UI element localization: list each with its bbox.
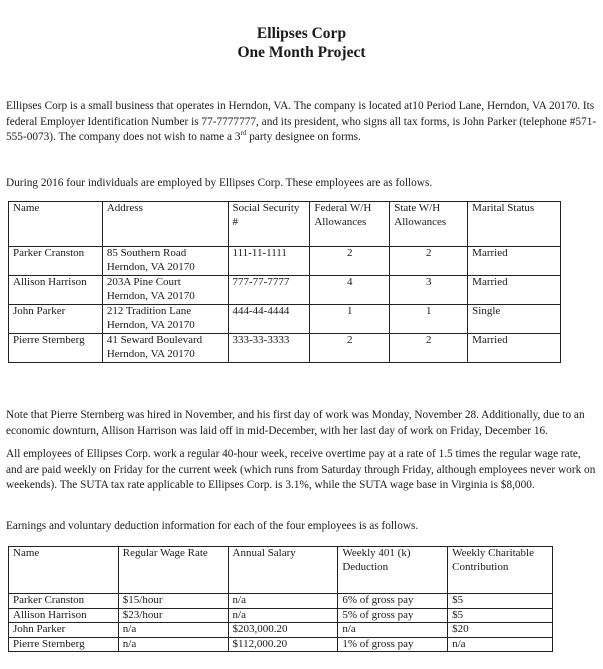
- cell-salary: n/a: [228, 594, 338, 609]
- cell-federal: 2: [310, 247, 390, 276]
- table-row: [9, 334, 561, 363]
- cell-name: John Parker: [9, 623, 119, 638]
- col-header-name: Name: [9, 202, 103, 247]
- table-row: [9, 276, 561, 305]
- col-header-federal: Federal W/H Allowances: [310, 202, 390, 247]
- cell-address: 41 Seward Boulevard Herndon, VA 20170: [102, 334, 228, 363]
- cell-name: Pierre Sternberg: [9, 637, 119, 652]
- cell-ssn: 444-44-4444: [228, 305, 310, 334]
- cell-marital: Married: [468, 276, 561, 305]
- employees-intro: During 2016 four individuals are employed by Ellipses Corp. These employees are as follows.: [6, 177, 433, 189]
- cell-name: Parker Cranston: [9, 247, 103, 276]
- table-row: [9, 305, 561, 334]
- cell-401k: n/a: [338, 623, 448, 638]
- table-row: [9, 594, 553, 609]
- document-title: Ellipses Corp: [256, 25, 347, 42]
- cell-ssn: 777-77-7777: [228, 276, 310, 305]
- cell-federal: 4: [310, 276, 390, 305]
- cell-federal: 1: [310, 305, 390, 334]
- document-subtitle: One Month Project: [237, 44, 366, 61]
- col-header-ssn: Social Security #: [228, 202, 310, 247]
- col-header-wage: Regular Wage Rate: [118, 547, 228, 594]
- earnings-table: [8, 546, 553, 652]
- cell-charity: n/a: [448, 637, 553, 652]
- cell-name: John Parker: [9, 305, 103, 334]
- company-description-end: party designee on forms.: [246, 131, 361, 143]
- cell-ssn: 111-11-1111: [228, 247, 310, 276]
- cell-name: Parker Cranston: [9, 594, 119, 609]
- company-description-text: Ellipses Corp is a small business that operates in Herndon, VA. The company is located at10 Period Lane, Herndon, VA 20170. Its federal Employer Identification Number is 77-7777777, and its president, who signs all tax forms, is John Parker (telephone #571-555-0073). The company does not wish to name a 3: [6, 100, 597, 143]
- cell-charity: $5: [448, 594, 553, 609]
- cell-name: Allison Harrison: [9, 276, 103, 305]
- cell-salary: n/a: [228, 608, 338, 623]
- col-header-address: Address: [102, 202, 228, 247]
- cell-wage: n/a: [118, 623, 228, 638]
- cell-wage: $15/hour: [118, 594, 228, 609]
- table-row: [9, 247, 561, 276]
- ordinal-suffix: rd: [240, 129, 247, 137]
- cell-charity: $5: [448, 608, 553, 623]
- cell-state: 3: [390, 276, 468, 305]
- cell-wage: $23/hour: [118, 608, 228, 623]
- cell-address: 203A Pine Court Herndon, VA 20170: [102, 276, 228, 305]
- pay-policy: All employees of Ellipses Corp. work a regular 40-hour week, receive overtime pay at a rate of 1.5 times the regular wage rate, and are paid weekly on Friday for the current week (which runs from Saturday through Friday, although employees never work on weekends). The SUTA tax rate applicable to Ellipses Corp. is 3.1%, while the SUTA wage base in Virginia is $8,000.: [6, 448, 596, 491]
- cell-401k: 5% of gross pay: [338, 608, 448, 623]
- cell-name: Pierre Sternberg: [9, 334, 103, 363]
- cell-marital: Married: [468, 334, 561, 363]
- table-row: [9, 623, 553, 638]
- cell-wage: n/a: [118, 637, 228, 652]
- cell-state: 2: [390, 247, 468, 276]
- col-header-state: State W/H Allowances: [390, 202, 468, 247]
- cell-address: 85 Southern Road Herndon, VA 20170: [102, 247, 228, 276]
- employment-note: Note that Pierre Sternberg was hired in November, and his first day of work was Monday, November 28. Additionally, due to an economic downturn, Allison Harrison was laid off in mid-December, with her last day of work on Friday, December 16.: [6, 409, 585, 437]
- cell-ssn: 333-33-3333: [228, 334, 310, 363]
- table-header-row: [9, 547, 553, 594]
- col-header-name: Name: [9, 547, 119, 594]
- cell-address: 212 Tradition Lane Herndon, VA 20170: [102, 305, 228, 334]
- table-header-row: [9, 202, 561, 247]
- cell-401k: 1% of gross pay: [338, 637, 448, 652]
- cell-marital: Single: [468, 305, 561, 334]
- col-header-401k: Weekly 401 (k) Deduction: [338, 547, 448, 594]
- cell-state: 2: [390, 334, 468, 363]
- earnings-intro: Earnings and voluntary deduction information for each of the four employees is as follows.: [6, 520, 419, 532]
- cell-charity: $20: [448, 623, 553, 638]
- company-description: [6, 99, 598, 146]
- table-row: [9, 637, 553, 652]
- table-row: [9, 608, 553, 623]
- col-header-marital: Marital Status: [468, 202, 561, 247]
- col-header-charity: Weekly Charitable Contribution: [448, 547, 553, 594]
- cell-marital: Married: [468, 247, 561, 276]
- cell-state: 1: [390, 305, 468, 334]
- employee-table: [8, 201, 561, 363]
- cell-salary: $203,000.20: [228, 623, 338, 638]
- cell-federal: 2: [310, 334, 390, 363]
- cell-name: Allison Harrison: [9, 608, 119, 623]
- col-header-salary: Annual Salary: [228, 547, 338, 594]
- cell-salary: $112,000.20: [228, 637, 338, 652]
- cell-401k: 6% of gross pay: [338, 594, 448, 609]
